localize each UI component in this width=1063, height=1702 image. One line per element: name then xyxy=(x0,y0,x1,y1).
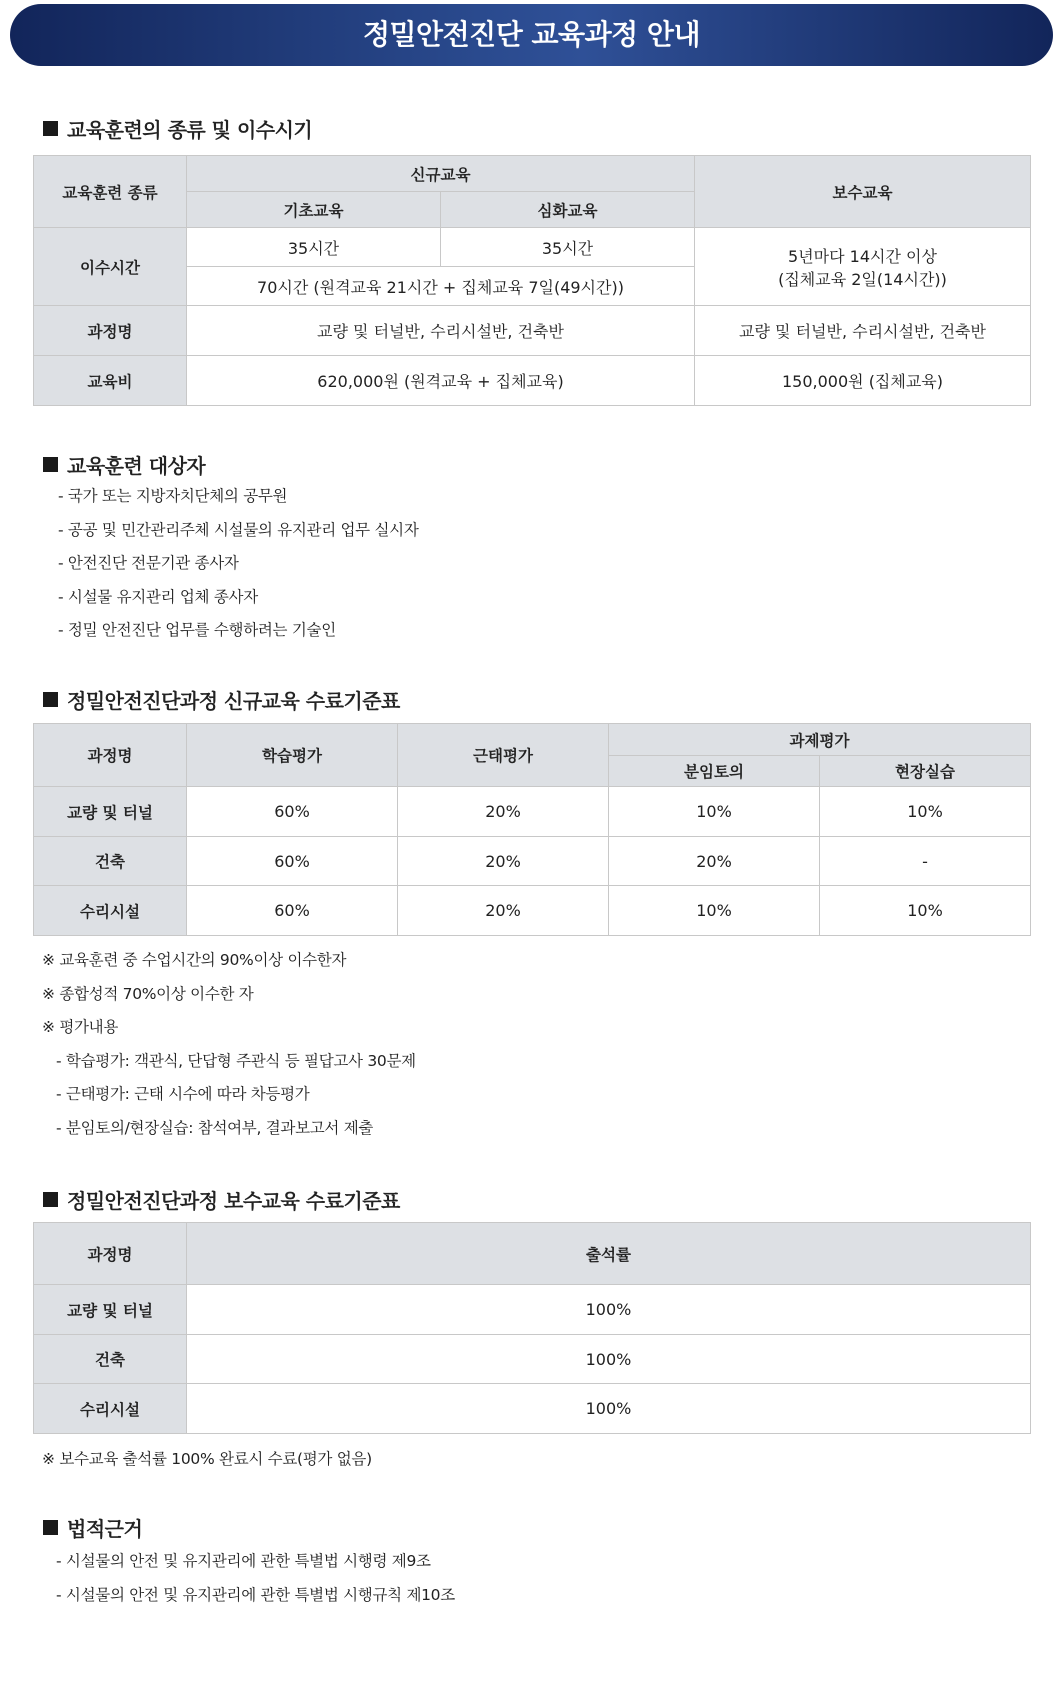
header-task-eval: 과제평가 xyxy=(609,724,1031,756)
refresher-criteria-table xyxy=(33,1222,1031,1434)
header-attendance-rate: 출석률 xyxy=(187,1223,1031,1285)
table-row xyxy=(34,886,1031,936)
header-course: 과정명 xyxy=(34,1223,187,1285)
cell-discussion: 10% xyxy=(609,886,820,936)
list-item: - 시설물의 안전 및 유지관리에 관한 특별법 시행령 제9조 xyxy=(56,1552,431,1570)
refresher-hours-line1: 5년마다 14시간 이상 xyxy=(788,246,937,266)
cell-study: 60% xyxy=(187,787,398,837)
cell-total-hours: 70시간 (원격교육 21시간 + 집체교육 7일(49시간)) xyxy=(187,267,695,306)
cell-practice: 10% xyxy=(820,787,1031,837)
cell-new-course: 교량 및 터널반, 수리시설반, 건축반 xyxy=(187,306,695,356)
refresher-hours-line2: (집체교육 2일(14시간)) xyxy=(778,269,947,289)
refresher-criteria-note xyxy=(42,1443,372,1477)
header-discussion: 분임토의 xyxy=(609,756,820,787)
square-bullet-icon xyxy=(43,1520,58,1535)
note: ※ 교육훈련 중 수업시간의 90%이상 이수한자 xyxy=(42,951,347,969)
header-refresher-training: 보수교육 xyxy=(695,156,1031,228)
square-bullet-icon xyxy=(43,692,58,707)
header-course: 과정명 xyxy=(34,724,187,787)
row-course: 교량 및 터널 xyxy=(34,1285,187,1335)
cell-rate: 100% xyxy=(187,1384,1031,1434)
header-basic-training: 기초교육 xyxy=(187,192,441,228)
cell-attendance: 20% xyxy=(398,886,609,936)
cell-discussion: 10% xyxy=(609,787,820,837)
row-label-course: 과정명 xyxy=(34,306,187,356)
cell-refresher-fee: 150,000원 (집체교육) xyxy=(695,356,1031,406)
section-title-text: 정밀안전진단과정 신규교육 수료기준표 xyxy=(67,689,400,713)
table-row xyxy=(34,1335,1031,1384)
page-banner: 정밀안전진단 교육과정 안내 xyxy=(10,4,1053,66)
section-title-text: 정밀안전진단과정 보수교육 수료기준표 xyxy=(67,1189,400,1213)
note: ※ 보수교육 출석률 100% 완료시 수료(평가 없음) xyxy=(42,1450,372,1468)
list-item: - 시설물의 안전 및 유지관리에 관한 특별법 시행규칙 제10조 xyxy=(56,1585,455,1604)
cell-attendance: 20% xyxy=(398,787,609,837)
cell-study: 60% xyxy=(187,837,398,886)
header-new-training: 신규교육 xyxy=(187,156,695,192)
section-title-text: 교육훈련 대상자 xyxy=(67,454,206,478)
cell-refresher-hours xyxy=(695,228,1031,306)
square-bullet-icon xyxy=(43,121,58,136)
cell-rate: 100% xyxy=(187,1285,1031,1335)
cell-rate: 100% xyxy=(187,1335,1031,1384)
cell-refresher-course: 교량 및 터널반, 수리시설반, 건축반 xyxy=(695,306,1031,356)
section-title-text: 법적근거 xyxy=(67,1517,143,1541)
section-title-training-types xyxy=(43,114,312,143)
list-item: - 국가 또는 지방자치단체의 공무원 xyxy=(58,487,288,505)
trainee-list xyxy=(58,480,419,648)
table-row xyxy=(34,1285,1031,1335)
table-row xyxy=(34,787,1031,837)
square-bullet-icon xyxy=(43,457,58,472)
list-item: - 안전진단 전문기관 종사자 xyxy=(58,554,239,572)
header-field-practice: 현장실습 xyxy=(820,756,1031,787)
square-bullet-icon xyxy=(43,1192,58,1207)
sub-note: - 분임토의/현장실습: 참석여부, 결과보고서 제출 xyxy=(56,1118,374,1137)
row-label-fee: 교육비 xyxy=(34,356,187,406)
note: ※ 종합성적 70%이상 이수한 자 xyxy=(42,984,254,1003)
header-advanced-training: 심화교육 xyxy=(441,192,695,228)
cell-study: 60% xyxy=(187,886,398,936)
new-criteria-notes xyxy=(42,944,416,1145)
header-training-type: 교육훈련 종류 xyxy=(34,156,187,228)
header-attendance-eval: 근태평가 xyxy=(398,724,609,787)
row-course: 수리시설 xyxy=(34,886,187,936)
section-title-new-criteria xyxy=(43,685,400,714)
section-title-refresher-criteria xyxy=(43,1185,400,1214)
row-label-hours: 이수시간 xyxy=(34,228,187,306)
cell-practice: 10% xyxy=(820,886,1031,936)
cell-practice: - xyxy=(820,837,1031,886)
cell-attendance: 20% xyxy=(398,837,609,886)
row-course: 건축 xyxy=(34,837,187,886)
row-course: 건축 xyxy=(34,1335,187,1384)
section-title-trainees xyxy=(43,450,205,479)
section-title-text: 교육훈련의 종류 및 이수시기 xyxy=(67,118,313,142)
row-course: 교량 및 터널 xyxy=(34,787,187,837)
section-title-legal-basis xyxy=(43,1513,142,1542)
legal-basis-list xyxy=(56,1545,455,1612)
sub-note: - 학습평가: 객관식, 단답형 주관식 등 필답고사 30문제 xyxy=(56,1051,416,1070)
list-item: - 정밀 안전진단 업무를 수행하려는 기술인 xyxy=(58,621,336,639)
table-row xyxy=(34,837,1031,886)
cell-new-fee: 620,000원 (원격교육 + 집체교육) xyxy=(187,356,695,406)
list-item: - 시설물 유지관리 업체 종사자 xyxy=(58,587,258,606)
training-types-table xyxy=(33,155,1031,406)
note: ※ 평가내용 xyxy=(42,1018,119,1036)
list-item: - 공공 및 민간관리주체 시설물의 유지관리 업무 실시자 xyxy=(58,520,419,539)
row-course: 수리시설 xyxy=(34,1384,187,1434)
table-row xyxy=(34,1384,1031,1434)
new-criteria-table xyxy=(33,723,1031,936)
header-study-eval: 학습평가 xyxy=(187,724,398,787)
sub-note: - 근태평가: 근태 시수에 따라 차등평가 xyxy=(56,1085,310,1103)
cell-discussion: 20% xyxy=(609,837,820,886)
cell-basic-hours: 35시간 xyxy=(187,228,441,267)
cell-advanced-hours: 35시간 xyxy=(441,228,695,267)
